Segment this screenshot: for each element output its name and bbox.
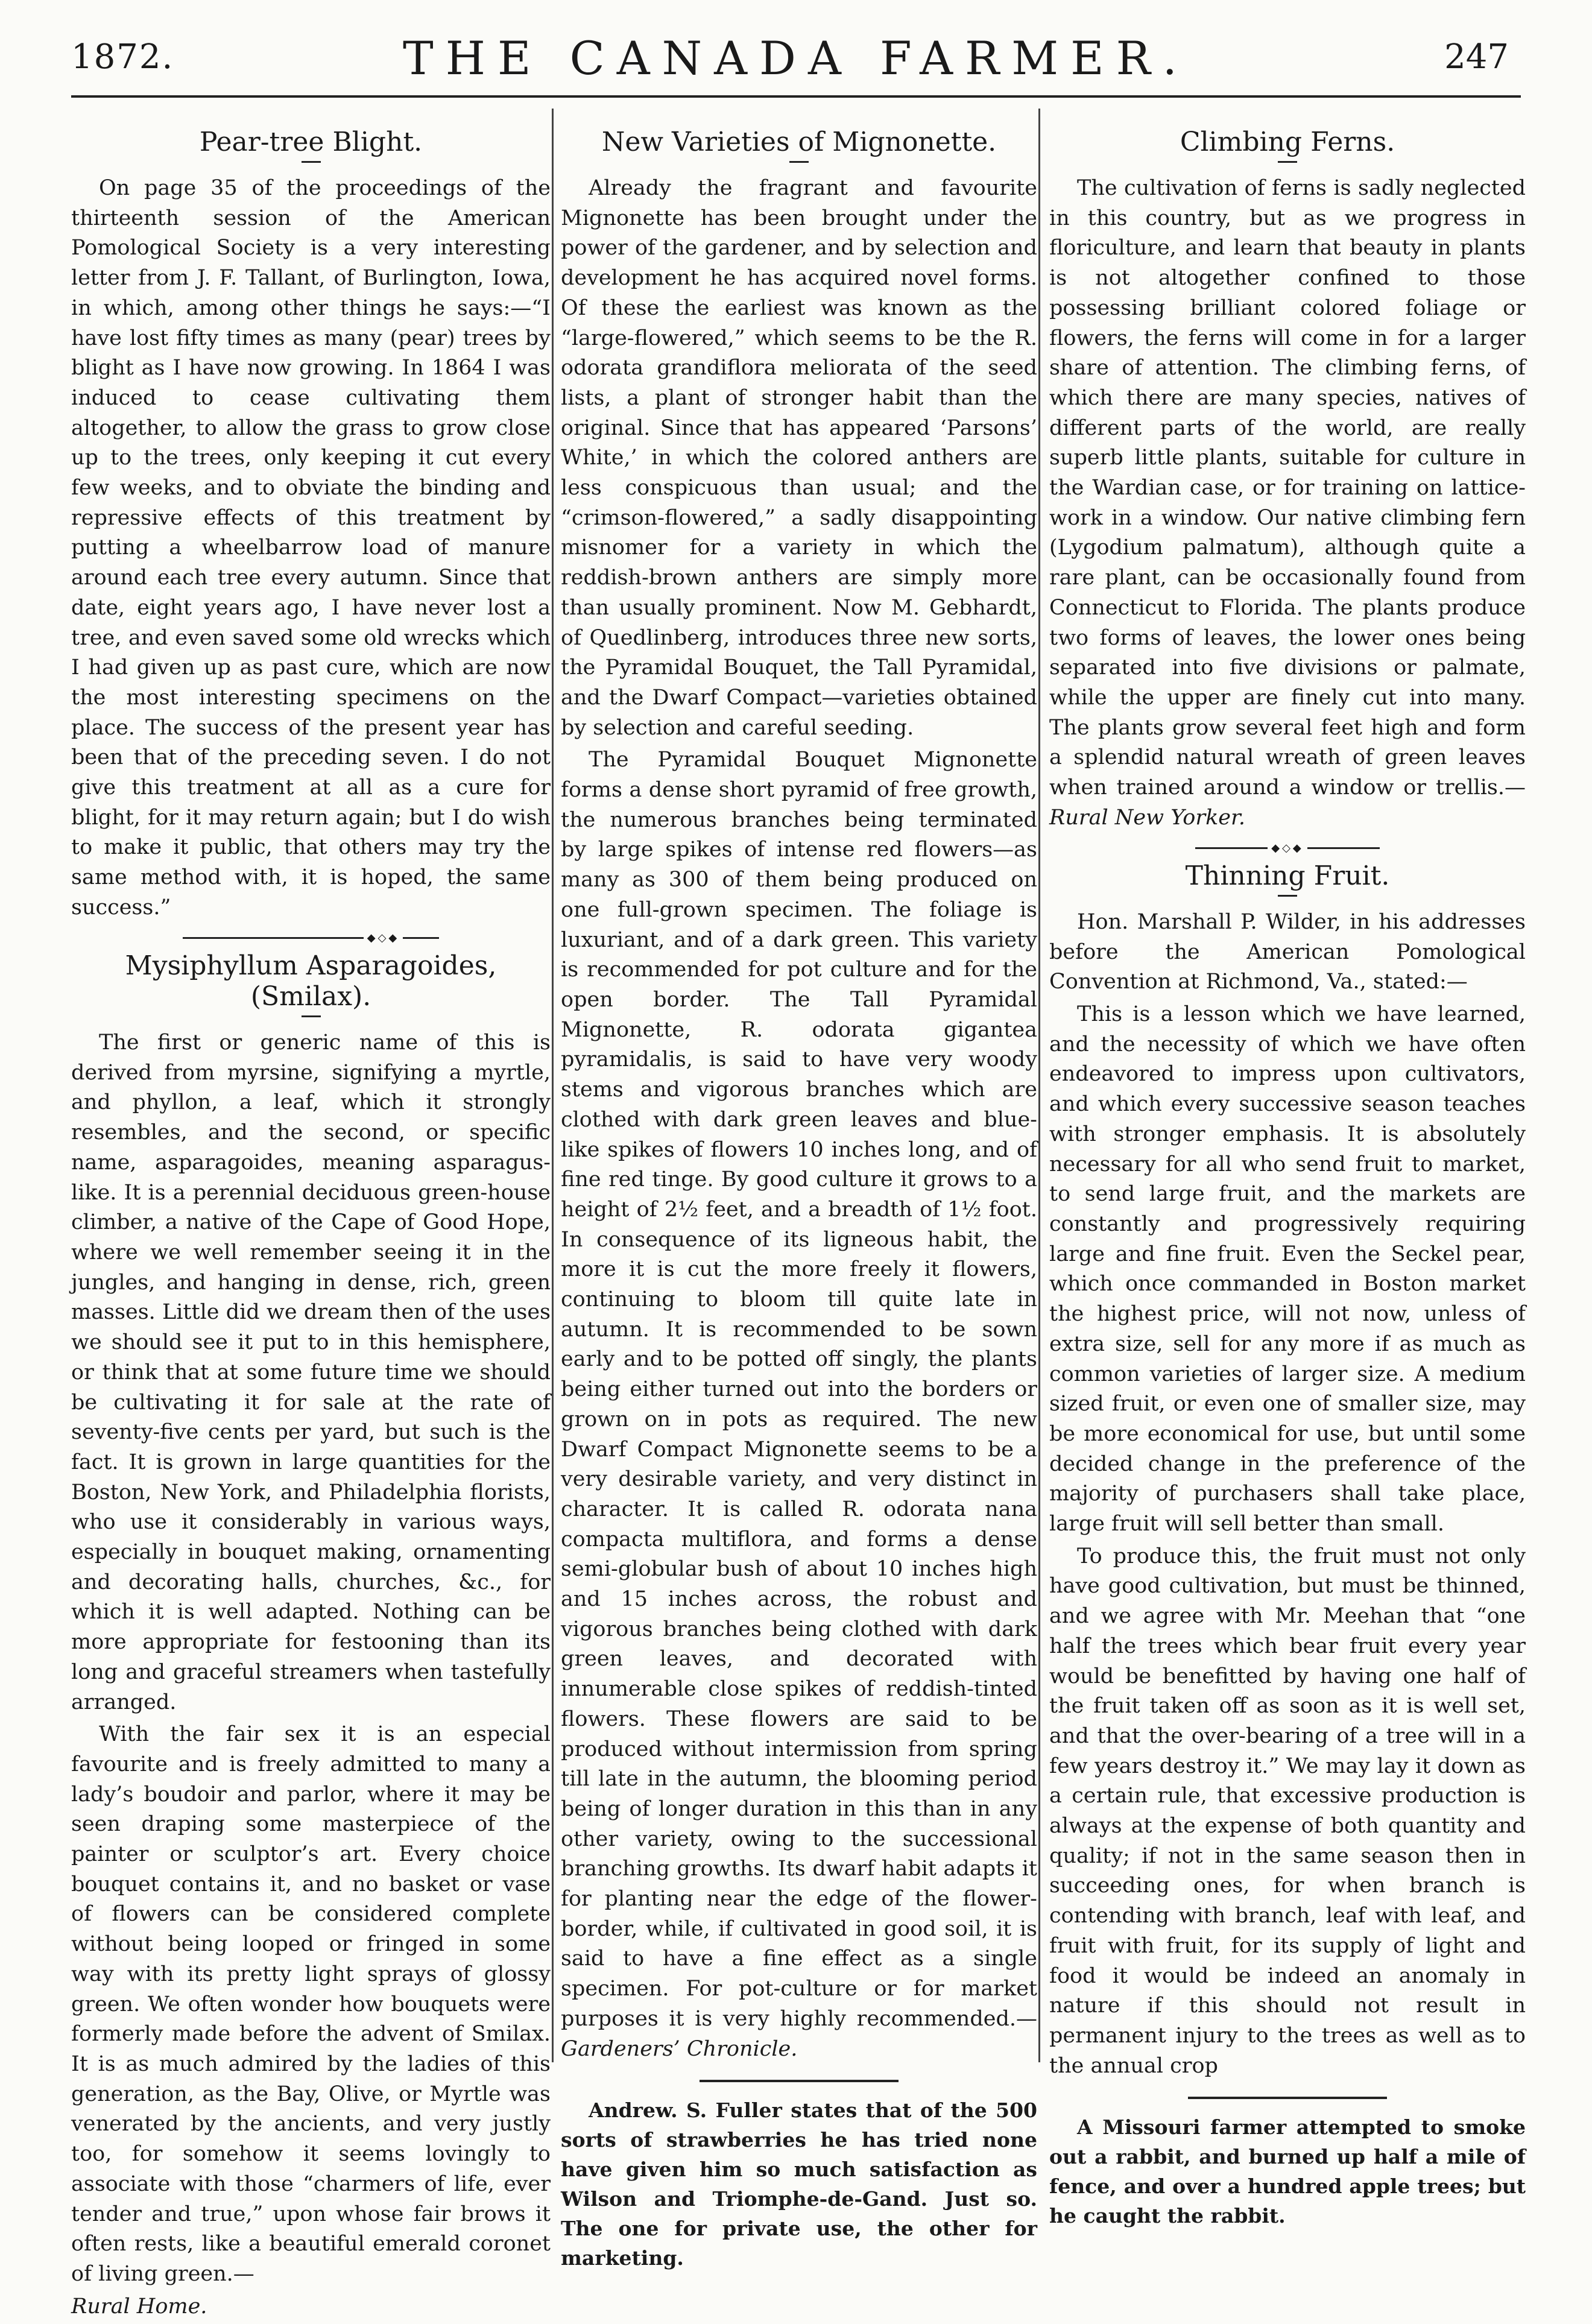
article-paragraph: Already the fragrant and favourite Mignonette has been brought under the power of the gardener, and by selection and development he has acquired novel forms. Of these the earliest was known as the “large-flowered,” which seems to be the R. odorata grandiflora meliorata of the seed lists, a plant of stronger habit than the original. Since that has appeared ‘Parsons’ White,’ in which the colored anthers are less conspicuous than usual; and the “crimson-flowered,” a sadly disappointing misnomer for a variety in which the reddish-brown anthers are simply more than usually prominent. Now M. Gebhardt, of Quedlinberg, introduces three new sorts, the Pyramidal Bouquet, the Tall Pyramidal, and the Dwarf Compact—varieties obtained by selection and careful seeding. [561, 176, 1037, 740]
ornamental-separator: ◆◇◆ [71, 932, 551, 945]
title-dash [302, 161, 321, 163]
article-paragraph [561, 745, 1037, 2064]
title-dash [1278, 161, 1297, 163]
column-divider [552, 109, 554, 2062]
article-paragraph: The first or generic name of this is derived from myrsine, signifying a myrtle, and phyllon, a leaf, which it strongly resembles, and the second, or specific name, asparagoides, meaning asparagus-like. It is a perennial deciduous green-house climber, a native of the Cape of Good Hope, where we well remember seeing it in the jungles, and hanging in dense, rich, green masses. Little did we dream then of the uses we should see it put to in this hemisphere, or think that at some future time we should be cultivating it for sale at the rate of seventy-five cents per yard, but such is the fact. It is grown in large quantities for the Boston, New York, and Philadelphia florists, who use it considerably in various ways, especially in bouquet making, ornamenting and decorating halls, churches, &c., for which it is well adapted. Nothing can be more appropriate for festooning than its long and graceful streamers when tastefully arranged. [71, 1031, 551, 1714]
paragraph-text: With the fair sex it is an especial favourite and is freely admitted to many a lady’s boudoir and parlor, where it may be seen draping some masterpiece of the painter or sculptor’s art. Every choice bouquet contains it, and no basket or vase of flowers can be considered complete without being looped or fringed in some way with its pretty light sprays of glossy green. We often wonder how bouquets were formerly made before the advent of Smilax. It is as much admired by the ladies of this generation, as the Bay, Olive, or Myrtle was venerated by the ancients, and very justly too, for somehow it seems lovingly to associate with those “charmers of life, ever tender and true,” upon whose fair brows it often rests, like a beautiful emerald coronet of living green.— [71, 1722, 551, 2286]
header-rule [71, 95, 1521, 98]
source-credit: Gardeners’ Chronicle. [561, 2036, 798, 2061]
page-number: 247 [1444, 37, 1509, 77]
article-paragraph [1049, 174, 1526, 833]
source-credit: Rural Home. [71, 2294, 207, 2319]
article-title: Climbing Ferns. [1180, 127, 1395, 157]
article-title: Pear-tree Blight. [199, 127, 423, 157]
article-source [71, 2292, 551, 2322]
paragraph-text: The cultivation of ferns is sadly neglected in this country, but as we progress in floriculture, and learn that beauty in plants is not altogether confined to those possessing brilliant colored foliage or flowers, the ferns will come in for a larger share of attention. The climbing ferns, of which there are many species, natives of different parts of the world, are really superb little plants, suitable for culture in the Wardian case, or for training on lattice-work in a window. Our native climbing fern (Lygodium palmatum), although quite a rare plant, can be occasionally found from Connecticut to Florida. The plants produce two forms of leaves, the lower ones being separated into five divisions or palmate, while the upper are finely cut into many. The plants grow several feet high and form a splendid natural wreath of green leaves when trained around a window or trellis.— [1049, 176, 1526, 800]
ornamental-separator: ◆◇◆ [1049, 841, 1526, 854]
title-dash [1278, 895, 1297, 897]
title-dash [302, 1015, 321, 1017]
paragraph-text: The Pyramidal Bouquet Mignonette forms a dense short pyramid of free growth, the numerous branches being terminated by large spikes of intense red flowers—as many as 300 of them being produced on one full-grown specimen. The foliage is luxuriant, and of a dark green. This variety is recommended for pot culture and for the open border. The Tall Pyramidal Mignonette, R. odorata gigantea pyramidalis, is said to have very woody stems and vigorous branches which are clothed with dark green leaves and blue-like spikes of flowers 10 inches long, and of fine red tinge. By good culture it grows to a height of 2½ feet, and a breadth of 1½ foot. In consequence of its ligneous habit, the more it is cut the more freely it flowers, continuing to bloom till quite late in autumn. It is recommended to be sown early and to be potted off singly, the plants being either turned out into the borders or grown on in pots as required. The new Dwarf Compact Mignonette seems to be a very desirable variety, and very distinct in character. It is called R. odorata nana compacta multiflora, and forms a dense semi-globular bush of about 10 inches high and 15 inches across, the robust and vigorous branches being clothed with dark green leaves, and decorated with innumerable close spikes of reddish-tinted flowers. These flowers are said to be produced without intermission from spring till late in the autumn, the blooming period being of longer duration in this than in any other variety, owing to the successional branching growths. Its dwarf habit adapts it for planting near the edge of the flower-border, while, if cultivated in good soil, it is said to have a fine effect as a single specimen. For pot-culture or for market purposes it is very highly recommended.— [561, 748, 1037, 2031]
article-paragraph: To produce this, the fruit must not only have good cultivation, but must be thinned, and we agree with Mr. Meehan that “one half the trees which bear fruit every year would be benefitted by having one half of the fruit taken off as soon as it is well set, and that the over-bearing of a tree will in a few years destroy it.” We may lay it down as a certain rule, that excessive production is always at the expense of both quantity and quality; if not in the same season then in succeeding ones, for when branch is contending with branch, leaf with leaf, and fruit with fruit, for its supply of light and food it would be indeed an anomaly in nature if this should not result in permanent injury to the trees as well as to the annual crop [1049, 1544, 1526, 2078]
article-title: Thinning Fruit. [1185, 860, 1390, 891]
separator-rule [1188, 2097, 1387, 2099]
article-paragraph: A Missouri farmer attempted to smoke out a rabbit, and burned up half a mile of fence, and over a hundred apple trees; but he caught the rabbit. [1049, 2115, 1526, 2228]
newspaper-title: THE CANADA FARMER. [403, 31, 1189, 85]
article-paragraph: Hon. Marshall P. Wilder, in his addresses before the American Pomological Convention at Richmond, Va., stated:— [1049, 909, 1526, 994]
column-1 [71, 121, 551, 2324]
article-paragraph: On page 35 of the proceedings of the thirteenth session of the American Pomological Society is a very interesting letter from J. F. Tallant, of Burlington, Iowa, in which, among other things he says:—“I have lost fifty times as many (pear) trees by blight as I have now growing. In 1864 I was induced to cease cultivating them altogether, to allow the grass to grow close up to the trees, only keeping it cut every few weeks, and to obviate the binding and repressive effects of this treatment by putting a wheelbarrow load of manure around each tree every autumn. Since that date, eight years ago, I have never lost a tree, and even saved some old wrecks which I had given up as past cure, which are now the most interesting specimens on the place. The success of the present year has been that of the preceding seven. I do not give this treatment at all as a cure for blight, for it may return again; but I do wish to make it public, that others may try the same method with, it is hoped, the same success.” [71, 176, 551, 920]
article-paragraph: This is a lesson which we have learned, and the necessity of which we have often endeavored to impress upon cultivators, and which every successive season teaches with stronger emphasis. It is absolutely necessary for all who send fruit to market, to send large fruit, and the markets are constantly and progressively requiring large and fine fruit. Even the Seckel pear, which once commanded in Boston market the highest price, will not now, unless of extra size, sell for any more if as much as common varieties of larger size. A medium sized fruit, or even one of smaller size, may be more economical for use, but until some decided change in the preference of the majority of purchasers shall take place, large fruit will sell better than small. [1049, 1002, 1526, 1536]
article-paragraph: Andrew. S. Fuller states that of the 500 sorts of strawberries he has tried none have given him so much satisfaction as Wilson and Triomphe-de-Gand. Just so. The one for private use, the other for marketing. [561, 2098, 1037, 2270]
column-divider [1038, 109, 1040, 2062]
column-2 [561, 121, 1037, 2275]
masthead [0, 31, 1592, 104]
source-credit: Rural New Yorker. [1049, 805, 1246, 830]
column-3 [1049, 121, 1526, 2233]
article-title: New Varieties of Mignonette. [601, 127, 997, 157]
article-title: Mysiphyllum Asparagoides, (Smilax). [125, 950, 497, 1012]
separator-rule [700, 2080, 899, 2082]
title-dash [789, 161, 809, 163]
header-year: 1872. [71, 37, 174, 77]
article-paragraph [71, 1720, 551, 2289]
